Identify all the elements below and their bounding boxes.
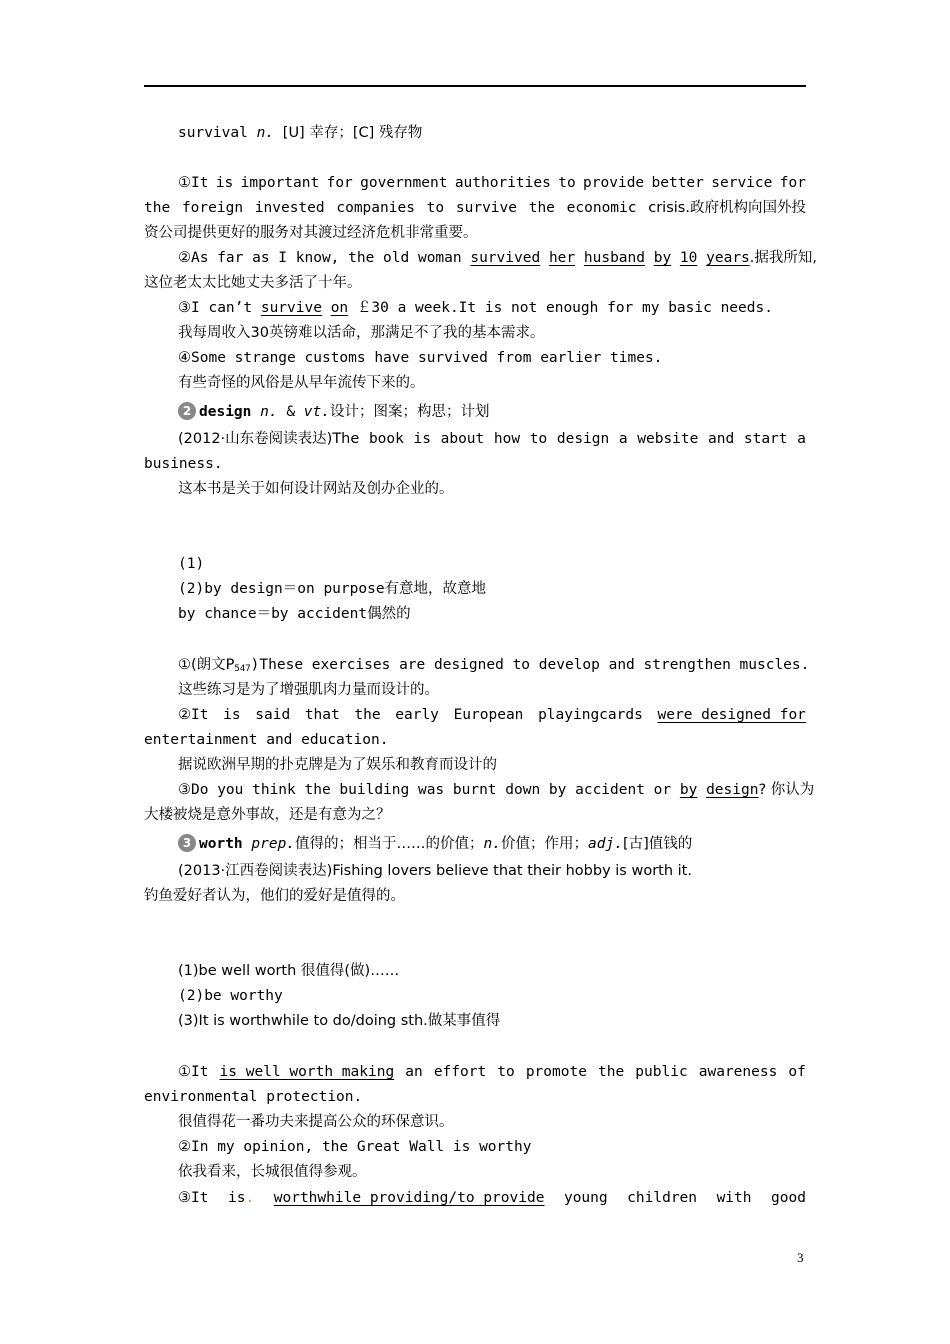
word: for (779, 175, 806, 191)
design-example-2-translation: 据说欧洲早期的扑克牌是为了娱乐和教育而设计的 (178, 757, 497, 773)
worth-example-3-line-1: ③It is. worthwhile providing/to provide young children with good (178, 1190, 806, 1206)
word: said (255, 707, 291, 723)
word: companies (336, 200, 415, 216)
word: government (360, 175, 448, 191)
design-headword: 2 design n. & vt.设计；图案；构思；计划 (178, 402, 490, 422)
word: early (395, 707, 439, 723)
design-source-line-1 (178, 429, 806, 449)
word: for (326, 175, 353, 191)
design-usage-1: (1) (178, 556, 205, 572)
survive-example-3: ③I can’t survive on ￡30 a week.It is not enough for my basic needs. (178, 300, 773, 316)
design-source-line-2: business. (144, 456, 223, 472)
survive-example-2-translation: 这位老太太比她丈夫多活了十年。 (144, 275, 362, 291)
word: economic (566, 200, 637, 216)
word: crisis.政府机构向国外投 (648, 200, 806, 216)
word: to (529, 431, 548, 447)
word: website (637, 431, 699, 447)
word: book (368, 431, 404, 447)
word: is (413, 431, 431, 447)
design-example-3-translation: 大楼被烧是意外事故，还是有意为之？ (144, 807, 391, 823)
worth-example-1-line-1: ①It is well worth making an effort to promote the public awareness of (178, 1064, 806, 1080)
design-example-1-translation: 这些练习是为了增强肌肉力量而设计的。 (178, 682, 439, 698)
word: provide (583, 175, 645, 191)
word: important (240, 175, 320, 191)
worth-usage-1: (1)be well worth 很值得(做)…… (178, 963, 400, 979)
word: ②It (178, 707, 209, 723)
word: invested (254, 200, 325, 216)
word: to (558, 175, 576, 191)
design-example-3: ③Do you think the building was burnt down by accident or by design? 你认为 (178, 782, 815, 798)
survive-example-1-line-2 (144, 198, 806, 218)
page-number: 3 (797, 1250, 804, 1265)
word: foreign (181, 200, 244, 216)
worth-example-2-translation: 依我看来，长城很值得参观。 (178, 1164, 367, 1180)
design-example-2-line-2: entertainment and education. (144, 732, 389, 748)
design-source-translation: 这本书是关于如何设计网站及创办企业的。 (178, 481, 454, 497)
word: is (215, 175, 234, 191)
underlined-phrase: is well worth making (219, 1064, 395, 1080)
worth-example-1-line-2: environmental protection. (144, 1089, 363, 1105)
word: (2012·山东卷阅读表达)The (178, 431, 360, 447)
word: a (797, 431, 806, 447)
worth-usage-3: (3)It is worthwhile to do/doing sth.做某事值得 (178, 1013, 501, 1029)
design-example-2-line-1 (178, 705, 806, 725)
worth-source: (2013·江西卷阅读表达)Fishing lovers believe that their hobby is worth it. (178, 863, 692, 879)
word: is (223, 707, 241, 723)
survival-definition: survival n. [U] 幸存；[C] 残存物 (178, 125, 423, 141)
worth-usage-2: (2)be worthy (178, 988, 283, 1004)
header-rule (144, 85, 806, 87)
worth-example-2: ②In my opinion, the Great Wall is worthy (178, 1139, 532, 1155)
survive-example-4-translation: 有些奇怪的风俗是从早年流传下来的。 (178, 375, 425, 391)
word: about (440, 431, 485, 447)
survive-example-1-line-1 (178, 173, 806, 193)
underlined-phrase: were designed for (657, 707, 806, 723)
survive-example-3-translation: 我每周收入30英镑难以活命，那满足不了我的基本需求。 (178, 325, 545, 341)
word: authorities (454, 175, 551, 191)
word: that (304, 707, 340, 723)
worth-source-translation: 钓鱼爱好者认为，他们的爱好是值得的。 (144, 888, 405, 904)
word: how (493, 431, 521, 447)
entry-number-badge: 3 (178, 834, 196, 852)
word: a (618, 431, 628, 447)
word: and (708, 431, 735, 447)
worth-example-1-translation: 很值得花一番功夫来提高公众的环保意识。 (178, 1114, 454, 1130)
word: survive (455, 200, 517, 216)
word: the (354, 707, 381, 723)
word: the (528, 200, 555, 216)
word: start (743, 431, 788, 447)
survive-example-1-translation: 资公司提供更好的服务对其渡过经济危机非常重要。 (144, 225, 478, 241)
survive-example-2: ②As far as I know, the old woman survived her husband by 10 years.据我所知, (178, 250, 817, 266)
word: design (556, 431, 610, 447)
design-example-1: ①(朗文$P_{547})These$ exercises are designed to develop and strengthen muscles. (178, 657, 810, 674)
worth-headword: 3 worth prep.值得的；相当于……的价值；n.价值；作用；adj.[古]值钱的 (178, 834, 692, 854)
entry-number-badge: 2 (178, 402, 196, 420)
word: service (711, 175, 773, 191)
design-usage-3: by chance＝by accident偶然的 (178, 606, 411, 622)
word: playingcards (538, 707, 643, 723)
word: better (651, 175, 704, 191)
word: ①It (178, 175, 209, 191)
underlined-phrase: worthwhile providing/to provide (273, 1190, 545, 1206)
word: the (144, 200, 171, 216)
design-usage-2: (2)by design＝on purpose有意地，故意地 (178, 581, 487, 597)
word: European (453, 707, 524, 723)
survive-example-4: ④Some strange customs have survived from earlier times. (178, 350, 663, 366)
word: to (426, 200, 445, 216)
